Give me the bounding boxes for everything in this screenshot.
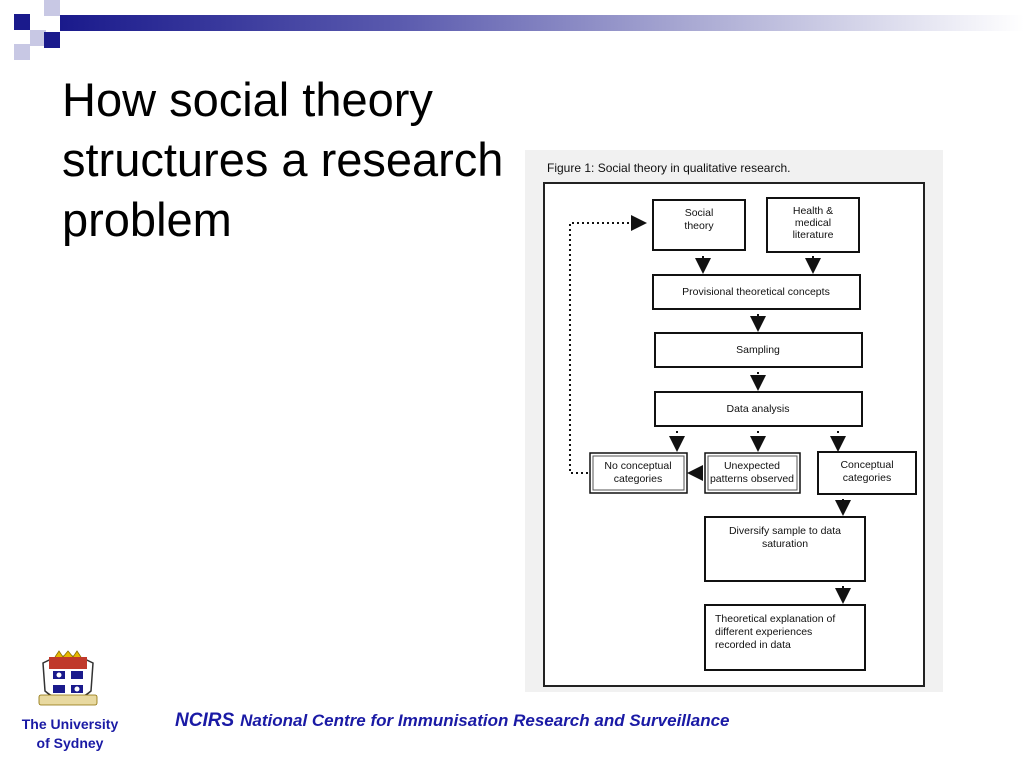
decorative-gradient-bar	[60, 15, 1024, 31]
footer-organization	[175, 710, 729, 732]
node-unexpected-patterns-label: Unexpected patterns observed	[709, 460, 795, 485]
university-name	[5, 715, 135, 753]
footer-abbreviation: NCIRS	[175, 710, 235, 731]
node-theoretical-explanation-label: Theoretical explanation of different experiences recorded in data	[715, 613, 836, 651]
node-diversify-sample-label: Diversify sample to data saturation	[728, 525, 842, 550]
node-social-theory-label: Social theory	[684, 207, 714, 232]
figure-caption: Figure 1: Social theory in qualitative research.	[547, 161, 791, 175]
node-conceptual-categories-label: Conceptual categories	[840, 459, 894, 484]
university-name-line1: The University	[21, 716, 119, 732]
node-no-conceptual-label: No conceptual categories	[604, 460, 672, 485]
footer-organization-name: National Centre for Immunisation Research and Surveillance	[240, 711, 730, 730]
slide-title: How social theory structures a research problem	[62, 73, 504, 246]
flowchart-figure	[525, 150, 943, 692]
node-data-analysis-label: Data analysis	[726, 403, 790, 415]
node-health-literature-label: Health & medical literature	[792, 205, 834, 241]
flowchart-svg	[525, 150, 943, 692]
university-crest-icon	[33, 645, 103, 715]
node-sampling-label: Sampling	[736, 344, 780, 356]
node-provisional-concepts-label: Provisional theoretical concepts	[682, 286, 830, 298]
university-name-line2: of Sydney	[36, 735, 104, 751]
decorative-squares	[0, 0, 70, 70]
